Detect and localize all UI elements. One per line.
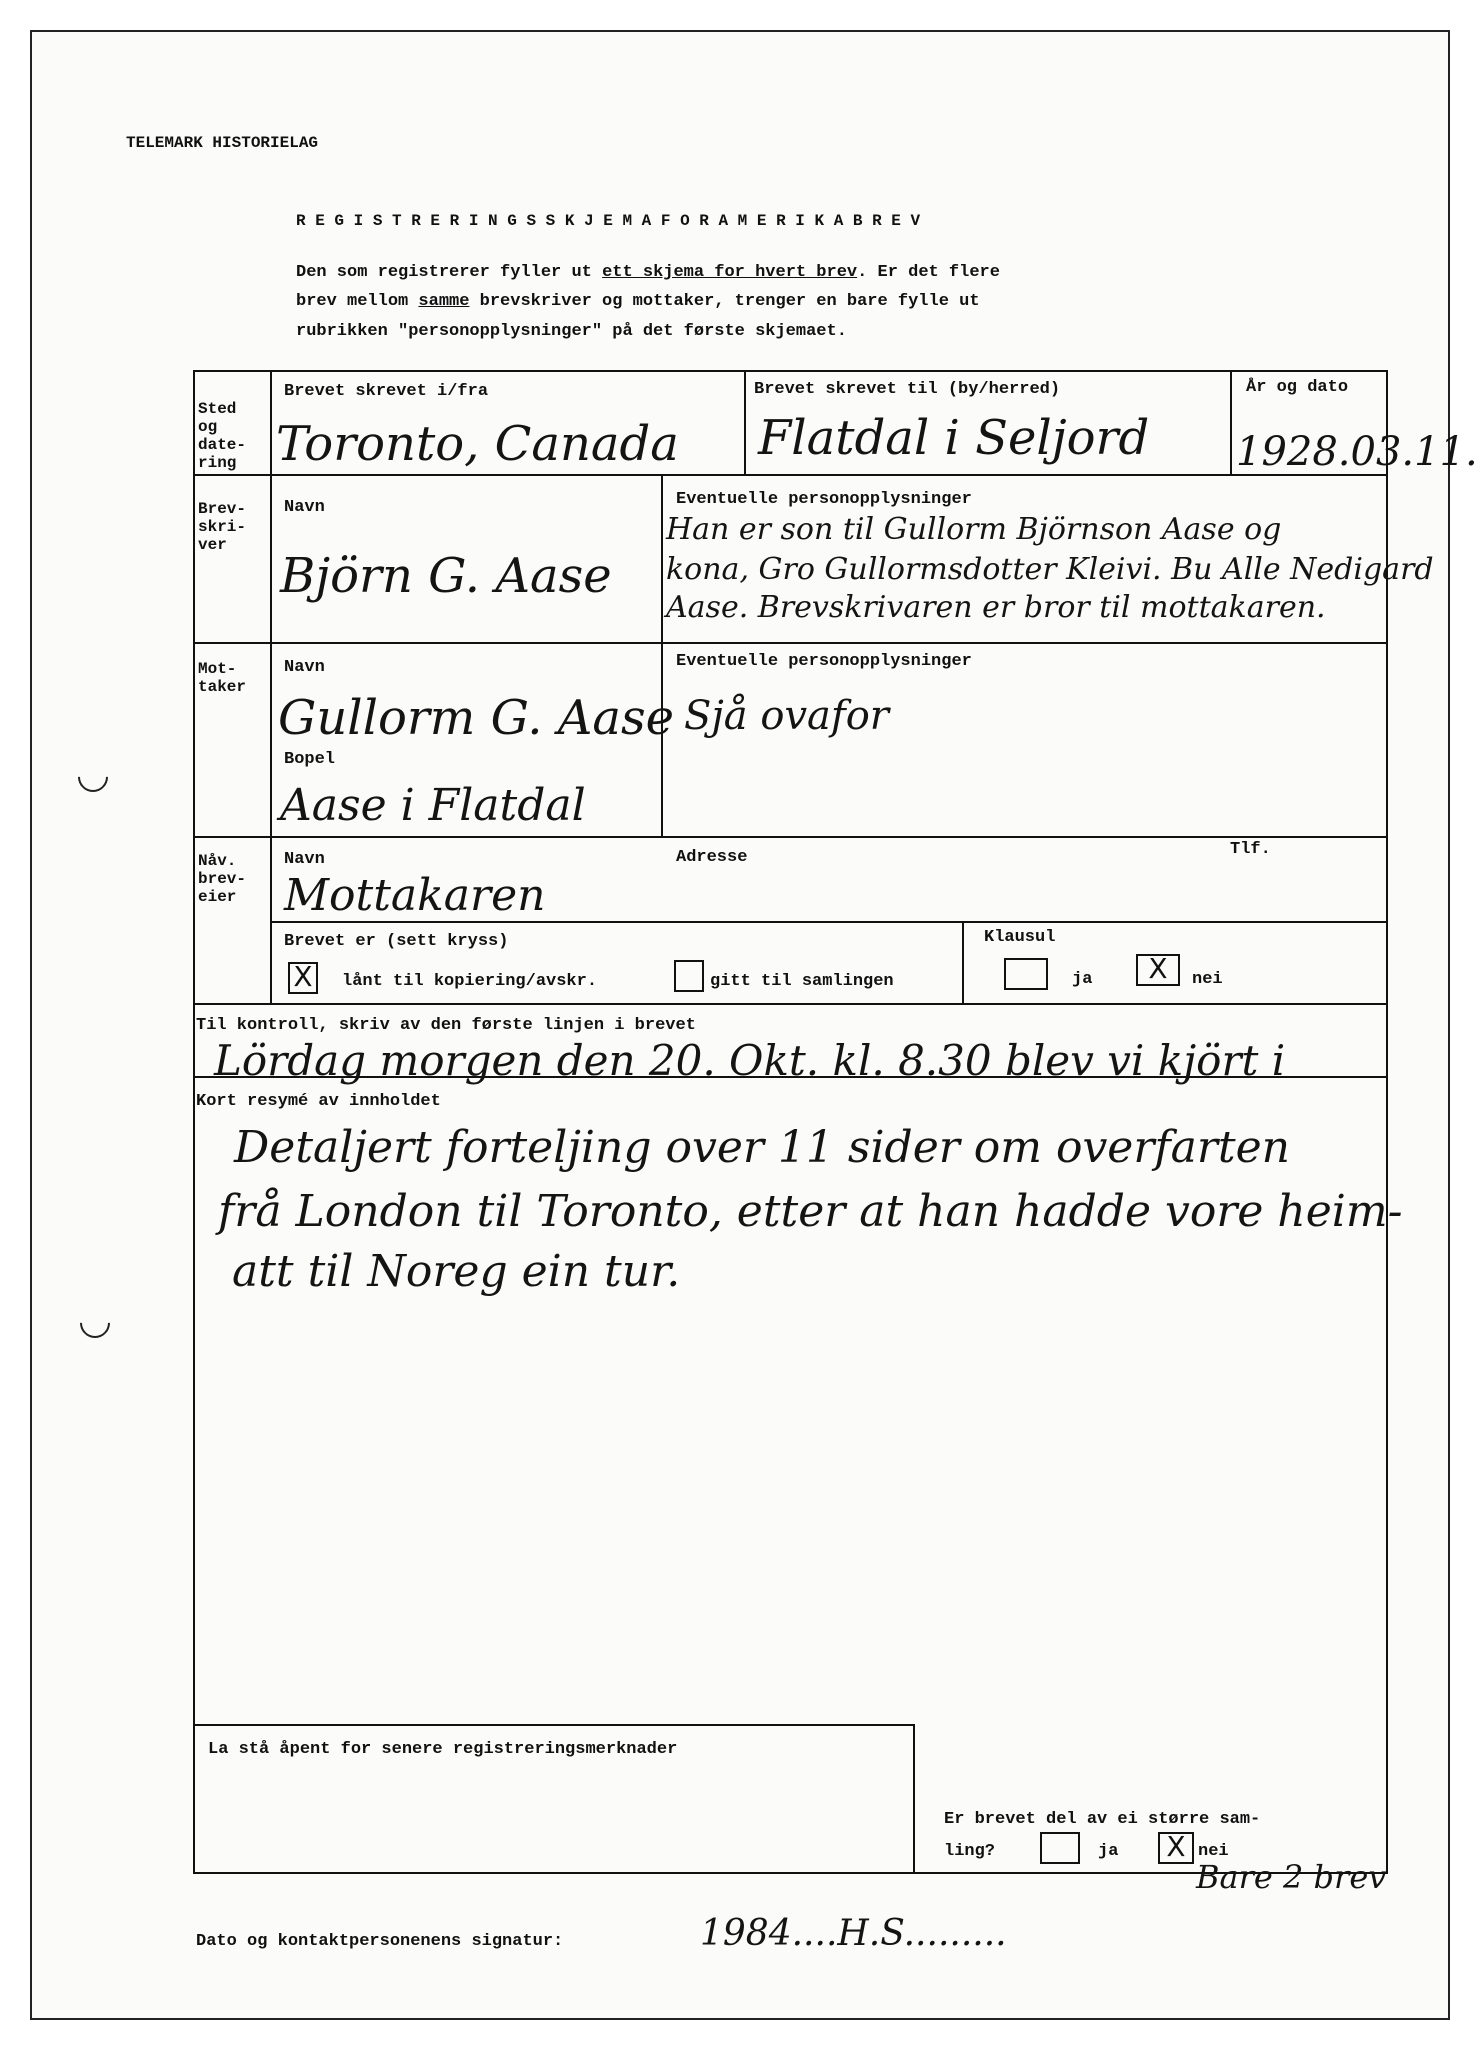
brevskriver-info-label: Eventuelle personopplysninger — [676, 490, 972, 509]
samling-label-line-1: Er brevet del av ei større sam- — [944, 1810, 1261, 1829]
brevskriver-name-value[interactable]: Björn G. Aase — [280, 548, 612, 604]
resyme-label: Kort resymé av innholdet — [196, 1092, 441, 1111]
samling-note[interactable]: Bare 2 brev — [1196, 1858, 1387, 1896]
mottaker-info-label: Eventuelle personopplysninger — [676, 652, 972, 671]
brevskriver-info-line-2[interactable]: kona, Gro Gullormsdotter Kleivi. Bu Alle Nedigard — [666, 552, 1434, 587]
resyme-line-2[interactable]: frå London til Toronto, etter at han hadde vore heim- — [218, 1186, 1403, 1237]
col-line-personinfo — [661, 474, 663, 836]
samling-ja-label: ja — [1098, 1842, 1119, 1861]
from-label: Brevet skrevet i/fra — [284, 382, 489, 401]
row-line-sted — [193, 474, 1388, 476]
samling-divider — [913, 1724, 915, 1874]
klausul-label: Klausul — [984, 928, 1056, 947]
sted-label: Sted og date- ring — [198, 400, 247, 472]
signatur-label: Dato og kontaktpersonenens signatur: — [196, 1932, 564, 1951]
lant-label: lånt til kopiering/avskr. — [342, 972, 598, 991]
mottaker-bopel-value[interactable]: Aase i Flatdal — [280, 780, 586, 831]
klausul-ja-checkbox[interactable] — [1004, 958, 1048, 990]
samling-nei-label: nei — [1198, 1842, 1229, 1861]
brevskriver-label: Brev- skri- ver — [198, 500, 247, 554]
row-line-eier — [193, 1003, 1388, 1005]
date-label: År og dato — [1246, 378, 1349, 397]
col-line-sted-2 — [1230, 370, 1232, 474]
lant-checkbox[interactable]: X — [288, 962, 318, 994]
intro-line-3: rubrikken "personopplysninger" på det første skjemaet. — [296, 322, 847, 341]
eier-label: Nåv. brev- eier — [198, 852, 247, 906]
samling-label-line-2: ling? — [944, 1842, 996, 1861]
brevskriver-info-line-1[interactable]: Han er son til Gullorm Björnson Aase og — [666, 512, 1282, 547]
org-name: TELEMARK HISTORIELAG — [126, 134, 319, 152]
to-label: Brevet skrevet til (by/herred) — [754, 380, 1061, 399]
intro-line-1: Den som registrerer fyller ut ett skjema for hvert brev. Er det flere — [296, 263, 1000, 282]
intro-line-2: brev mellom samme brevskriver og mottaker, trenger en bare fylle ut — [296, 292, 980, 311]
date-value[interactable]: 1928.03.11. — [1236, 429, 1478, 475]
resyme-line-1[interactable]: Detaljert forteljing over 11 sider om overfarten — [234, 1122, 1290, 1173]
eier-adresse-label: Adresse — [676, 848, 748, 867]
eier-tlf-label: Tlf. — [1230, 840, 1271, 859]
eier-name-value[interactable]: Mottakaren — [284, 870, 546, 921]
brevskriver-info-line-3[interactable]: Aase. Brevskrivaren er bror til mottakaren. — [666, 590, 1326, 625]
mottaker-label: Mot- taker — [198, 660, 247, 696]
col-line-labels — [270, 370, 272, 1003]
samling-nei-checkbox[interactable]: X — [1158, 1832, 1194, 1864]
merknader-label: La stå åpent for senere registreringsmerknader — [208, 1740, 678, 1759]
brevet-er-label: Brevet er (sett kryss) — [284, 932, 509, 951]
mottaker-name-label: Navn — [284, 658, 325, 677]
samling-ja-checkbox[interactable] — [1040, 1832, 1080, 1864]
klausul-nei-checkbox[interactable]: X — [1136, 954, 1180, 986]
to-value[interactable]: Flatdal i Seljord — [758, 410, 1150, 466]
col-line-sted-1 — [744, 370, 746, 474]
mottaker-bopel-label: Bopel — [284, 750, 336, 769]
eier-name-label: Navn — [284, 850, 325, 869]
row-line-mottaker — [193, 836, 1388, 838]
kontroll-value[interactable]: Lördag morgen den 20. Okt. kl. 8.30 blev vi kjört i — [214, 1036, 1286, 1085]
from-value[interactable]: Toronto, Canada — [276, 416, 679, 472]
signatur-value[interactable]: 1984....H.S......... — [700, 1913, 1007, 1954]
klausul-ja-label: ja — [1072, 970, 1093, 989]
brevskriver-name-label: Navn — [284, 498, 325, 517]
resyme-line-3[interactable]: att til Noreg ein tur. — [232, 1246, 681, 1297]
mottaker-name-value[interactable]: Gullorm G. Aase — [278, 690, 675, 746]
mottaker-info-value[interactable]: Sjå ovafor — [684, 693, 889, 739]
gitt-checkbox[interactable] — [674, 960, 704, 992]
form-title: R E G I S T R E R I N G S S K J E M A F O R A M E R I K A B R E V — [296, 212, 921, 230]
col-line-klausul — [962, 921, 964, 1003]
row-line-brevskriver — [193, 642, 1388, 644]
klausul-nei-label: nei — [1192, 970, 1223, 989]
gitt-label: gitt til samlingen — [710, 972, 894, 991]
kontroll-label: Til kontroll, skriv av den første linjen i brevet — [196, 1016, 696, 1035]
